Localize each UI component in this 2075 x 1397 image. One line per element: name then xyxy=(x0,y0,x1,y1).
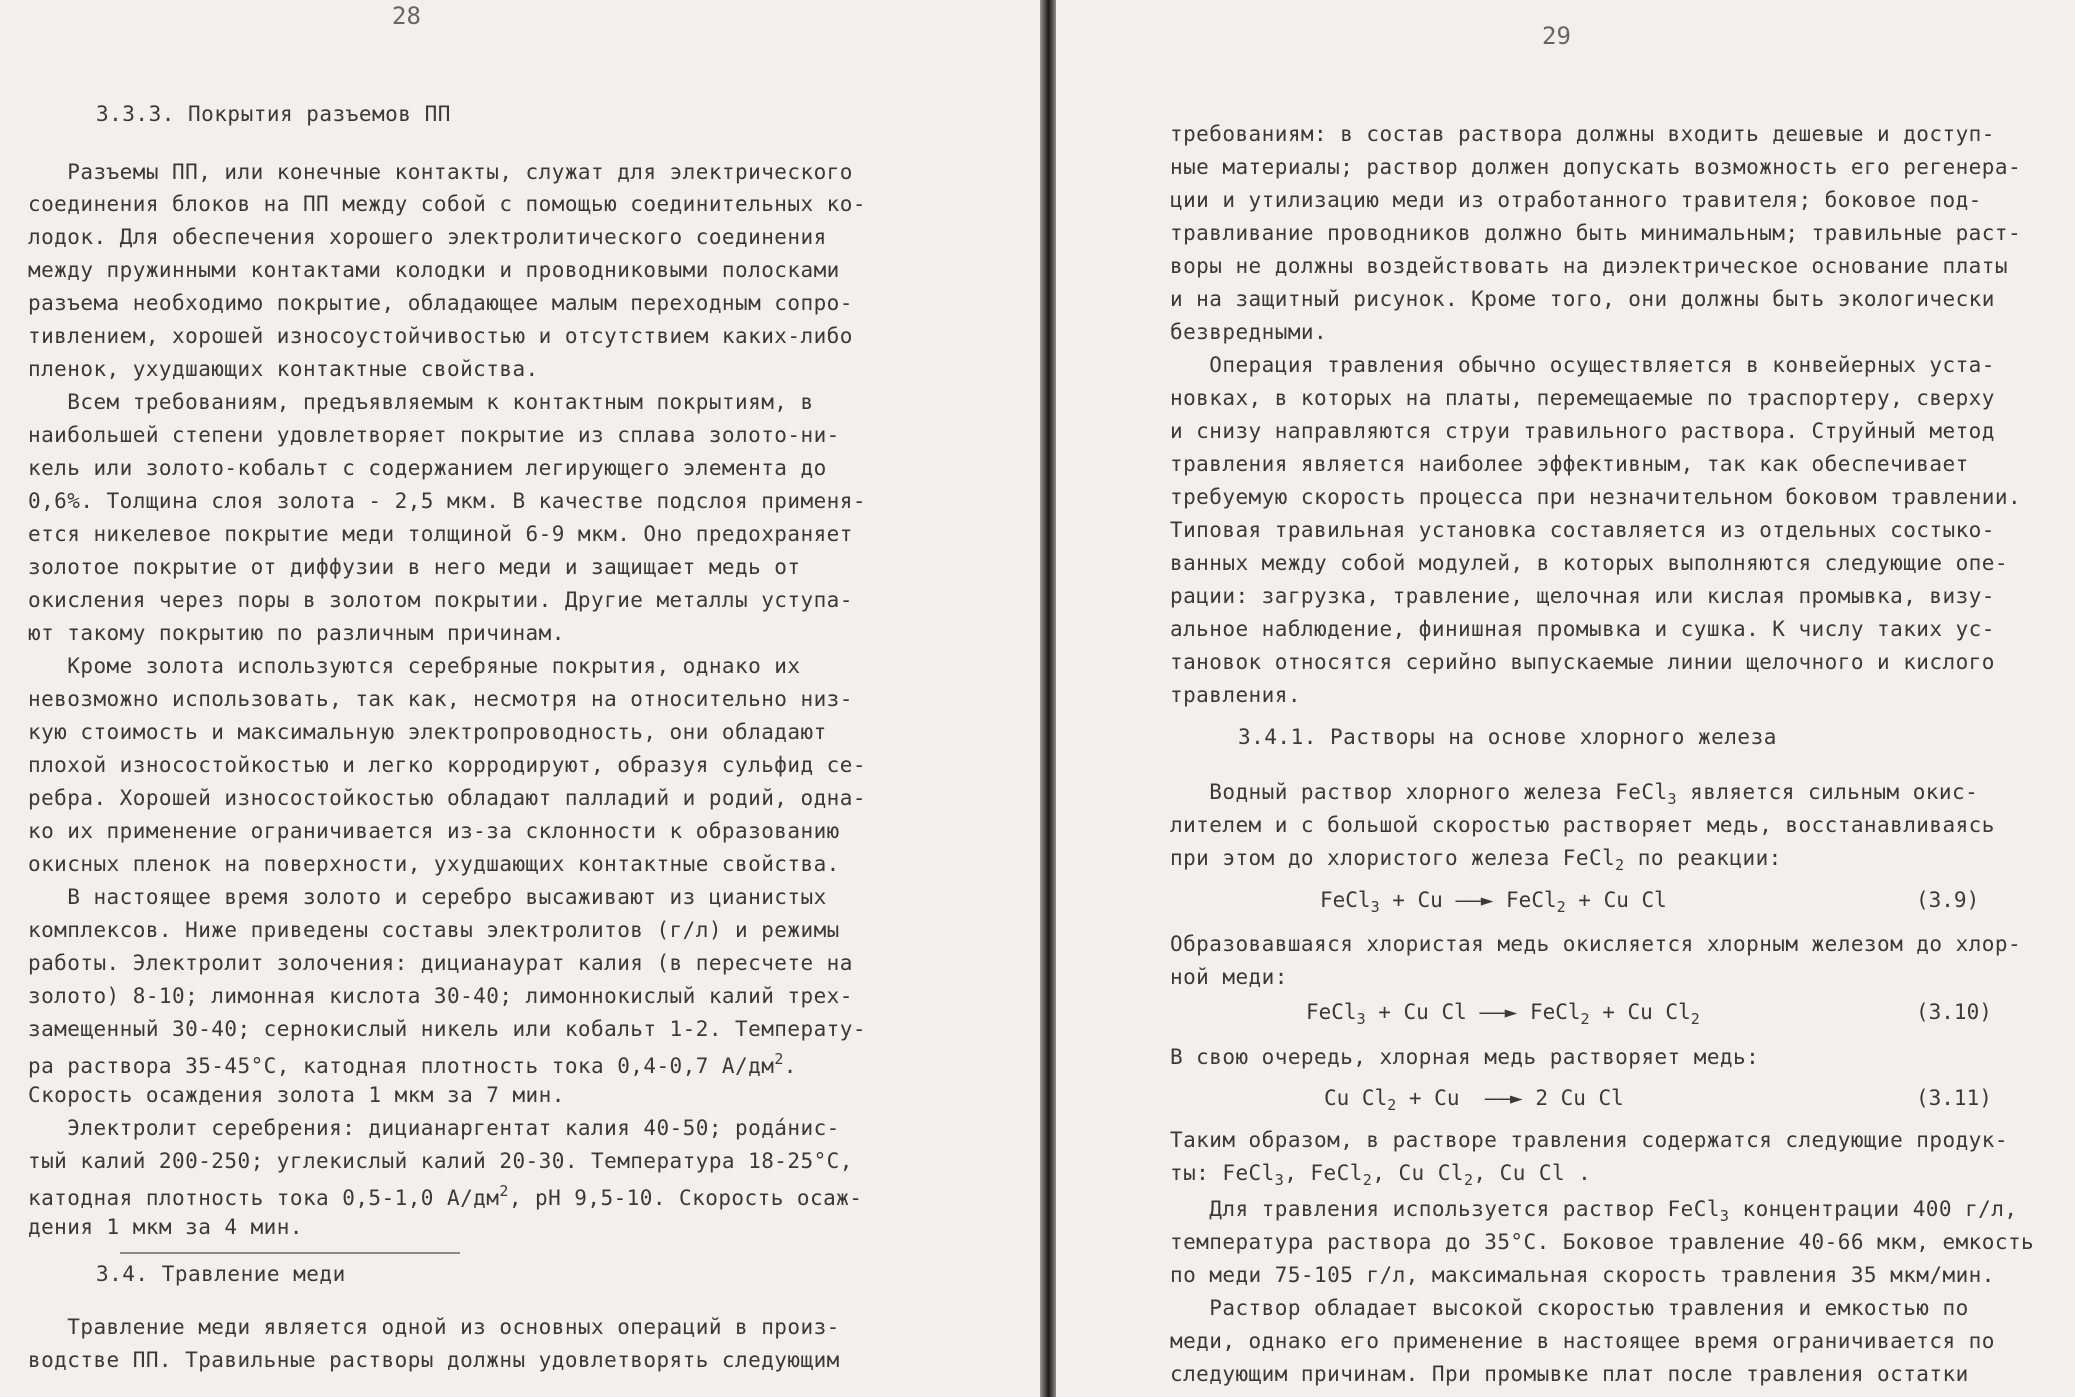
text-line: В настоящее время золото и серебро высаживают из цианистых xyxy=(28,885,827,909)
text-line: кель или золото-кобальт с содержанием легирующего элемента до xyxy=(28,456,827,480)
text-line: пленок, ухудшающих контактные свойства. xyxy=(28,357,539,381)
text-line: лодок. Для обеспечения хорошего электролитического соединения xyxy=(28,225,827,249)
text-line: Кроме золота используются серебряные покрытия, однако их xyxy=(28,654,801,678)
text-line: тый калий 200-250; углекислый калий 20-30. Температура 18-25°С, xyxy=(28,1149,853,1173)
text-line: водстве ПП. Травильные растворы должны удовлетворять следующим xyxy=(28,1348,840,1372)
text-line: Раствор обладает высокой скоростью травления и емкостью по xyxy=(1170,1296,1969,1320)
separator-rule xyxy=(120,1252,460,1254)
text-line: лителем и с большой скоростью растворяет медь, восстанавливаясь xyxy=(1170,813,1995,837)
right-page xyxy=(1056,0,2075,1397)
text-line: ной меди: xyxy=(1170,965,1288,989)
text-line: окисных пленок на поверхности, ухудшающих контактные свойства. xyxy=(28,852,840,876)
text-line: Электролит серебрения: дицианаргентат калия 40-50; родáнис- xyxy=(28,1116,840,1140)
text-line: и на защитный рисунок. Кроме того, они должны быть экологически xyxy=(1170,287,1995,311)
text-line: ванных между собой модулей, в которых выполняются следующие опе- xyxy=(1170,551,2008,575)
text-line: Всем требованиям, предъявляемым к контактным покрытиям, в xyxy=(28,390,814,414)
text-line: замещенный 30-40; сернокислый никель или кобальт 1-2. Температу- xyxy=(28,1017,866,1041)
text-line: 0,6%. Толщина слоя золота - 2,5 мкм. В качестве подслоя применя- xyxy=(28,489,866,513)
text-line: безвредными. xyxy=(1170,320,1328,344)
text-line: воры не должны воздействовать на диэлектрическое основание платы xyxy=(1170,254,2008,278)
section-heading: 3.4. Травление меди xyxy=(96,1262,346,1286)
equation-number: (3.9) xyxy=(1916,888,1980,912)
equation: Cu $Cl_2 + Cu$ ——► 2 Cu Cl xyxy=(1324,1086,1624,1114)
text-line: Разъемы ПП, или конечные контакты, служат для электрического xyxy=(28,160,853,184)
text-line: ется никелевое покрытие меди толщиной 6-9 мкм. Оно предохраняет xyxy=(28,522,853,546)
text-line: Образовавшаяся хлористая медь окисляется хлорным железом до хлор- xyxy=(1170,932,2022,956)
text-line: по меди 75-105 г/л, максимальная скорость травления 35 мкм/мин. xyxy=(1170,1263,1995,1287)
text-line: Водный раствор хлорного железа FeCl$_3$ является сильным окис- xyxy=(1170,780,1979,808)
text-line: соединения блоков на ПП между собой с помощью соединительных ко- xyxy=(28,192,866,216)
text-line: наибольшей степени удовлетворяет покрытие из сплава золото-ни- xyxy=(28,423,840,447)
equation-number: (3.10) xyxy=(1916,1000,1992,1024)
text-line: ют такому покрытию по различным причинам. xyxy=(28,621,565,645)
text-line: требуемую скорость процесса при незначительном боковом травлении. xyxy=(1170,485,2022,509)
text-line: при этом до хлористого железа FeCl$_2$ по реакции: xyxy=(1170,846,1782,874)
text-line: комплексов. Ниже приведены составы электролитов (г/л) и режимы xyxy=(28,918,840,942)
text-line: катодная плотность тока 0,5-1,0 $А/дм^2$, pH 9,5-10. Скорость осаж- xyxy=(28,1182,863,1210)
text-line: ции и утилизацию меди из отработанного травителя; боковое под- xyxy=(1170,188,1982,212)
text-line: Скорость осаждения золота 1 мкм за 7 мин. xyxy=(28,1083,565,1107)
text-line: ко их применение ограничивается из-за склонности к образованию xyxy=(28,819,840,843)
text-line: и снизу направляются струи травильного раствора. Струйный метод xyxy=(1170,419,1995,443)
text-line: невозможно использовать, так как, несмотря на относительно низ- xyxy=(28,687,853,711)
text-line: травливание проводников должно быть минимальным; травильные раст- xyxy=(1170,221,2022,245)
text-line: Операция травления обычно осуществляется в конвейерных уста- xyxy=(1170,353,1995,377)
text-line: разъема необходимо покрытие, обладающее малым переходным сопро- xyxy=(28,291,853,315)
text-line: альное наблюдение, финишная промывка и сушка. К числу таких ус- xyxy=(1170,617,1995,641)
text-line: ребра. Хорошей износостойкостью обладают палладий и родий, одна- xyxy=(28,786,866,810)
text-line: между пружинными контактами колодки и проводниковыми полосками xyxy=(28,258,840,282)
book-gutter xyxy=(1040,0,1056,1397)
section-heading: 3.3.3. Покрытия разъемов ПП xyxy=(96,102,451,126)
text-line: кую стоимость и максимальную электропроводность, они обладают xyxy=(28,720,827,744)
text-line: Для травления используется раствор FeCl$_3$ концентрации 400 г/л, xyxy=(1170,1197,2018,1225)
text-line: золото) 8-10; лимонная кислота 30-40; лимоннокислый калий трех- xyxy=(28,984,853,1008)
text-line: требованиям: в состав раствора должны входить дешевые и доступ- xyxy=(1170,122,1995,146)
text-line: новках, в которых на платы, перемещаемые по траспортеру, сверху xyxy=(1170,386,1995,410)
text-line: работы. Электролит золочения: дицианаурат калия (в пересчете на xyxy=(28,951,853,975)
text-line: В свою очередь, хлорная медь растворяет медь: xyxy=(1170,1045,1760,1069)
text-line: плохой износостойкостью и легко корродируют, образуя сульфид се- xyxy=(28,753,866,777)
text-line: окисления через поры в золотом покрытии. Другие металлы уступа- xyxy=(28,588,853,612)
text-line: Травление меди является одной из основных операций в произ- xyxy=(28,1315,840,1339)
equation-number: (3.11) xyxy=(1916,1086,1992,1110)
page-number: 28 xyxy=(392,2,421,30)
text-line: ные материалы; раствор должен допускать возможность его регенера- xyxy=(1170,155,2022,179)
text-line: тивлением, хорошей износоустойчивостью и отсутствием каких-либо xyxy=(28,324,853,348)
equation: FeCl$_3$ + Cu Cl ——► FeCl$_2$ + Cu $Cl_2$ xyxy=(1306,1000,1700,1028)
text-line: травления. xyxy=(1170,683,1301,707)
text-line: тановок относятся серийно выпускаемые линии щелочного и кислого xyxy=(1170,650,1995,674)
text-line: травления является наиболее эффективным, так как обеспечивает xyxy=(1170,452,1969,476)
page-number: 29 xyxy=(1542,22,1571,50)
text-line: следующим причинам. При промывке плат после травления остатки xyxy=(1170,1362,1969,1386)
text-line: ты: FeCl$_3$, FeCl$_2$, Cu $Cl_2$, Cu Cl . xyxy=(1170,1161,1592,1189)
text-line: дения 1 мкм за 4 мин. xyxy=(28,1215,303,1239)
text-line: ра раствора 35-45°С, катодная плотность тока 0,4-0,7 $А/дм^2$. xyxy=(28,1050,797,1078)
text-line: золотое покрытие от диффузии в него меди и защищает медь от xyxy=(28,555,801,579)
section-heading: 3.4.1. Растворы на основе хлорного железа xyxy=(1238,725,1777,749)
text-line: температура раствора до 35°С. Боковое травление 40-66 мкм, емкость xyxy=(1170,1230,2035,1254)
text-line: меди, однако его применение в настоящее время ограничивается по xyxy=(1170,1329,1995,1353)
text-line: Таким образом, в растворе травления содержатся следующие продук- xyxy=(1170,1128,2008,1152)
text-line: Типовая травильная установка составляется из отдельных состыко- xyxy=(1170,518,1995,542)
equation: FeCl$_3$ + Cu ——► FeCl$_2$ + Cu Cl xyxy=(1320,888,1667,916)
text-line: рации: загрузка, травление, щелочная или кислая промывка, визу- xyxy=(1170,584,1995,608)
